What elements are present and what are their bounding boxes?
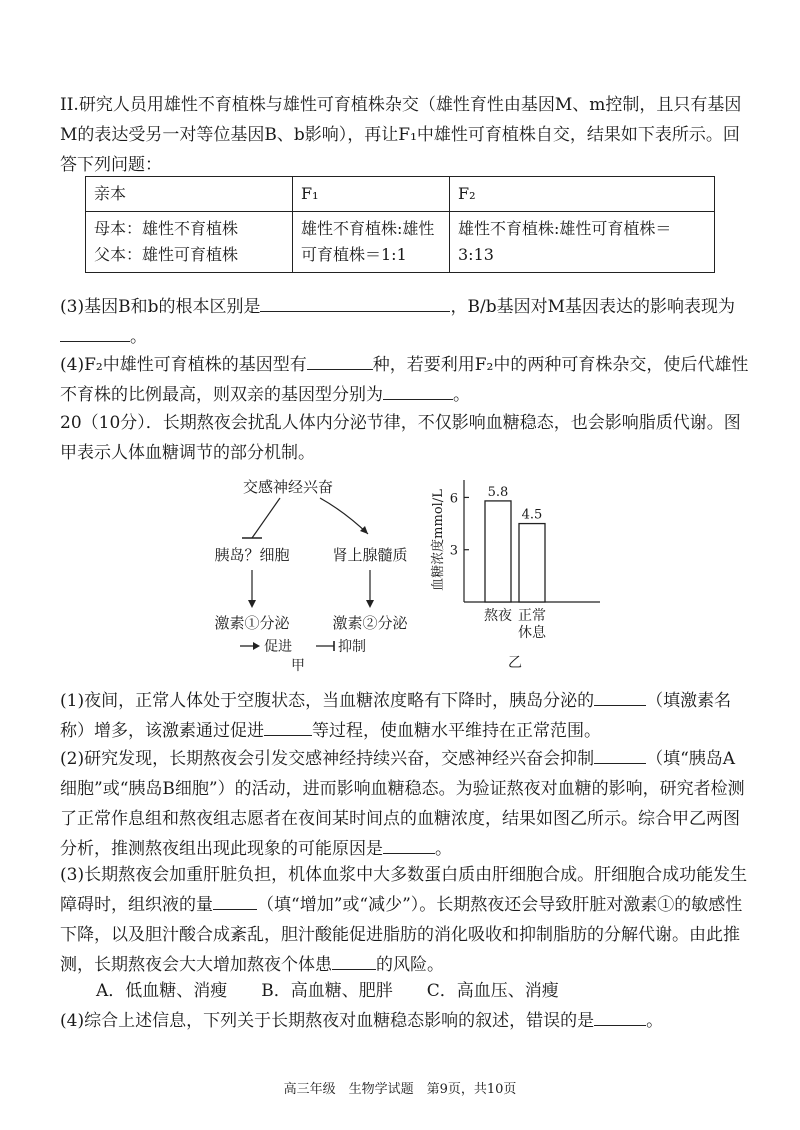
chart-y-tick-label-6: 6: [449, 491, 458, 507]
table-cell-parents: [86, 212, 293, 273]
section-II-intro: II.研究人员用雄性不育植株与雄性可育植株杂交（雄性育性由基因M、m控制，且只有基因M的表达受另一对等位基因B、b影响），再让F₁中雄性可育植株自交，结果如下表所示。回答下列问题：: [60, 95, 742, 175]
q20-1-text-b: （填激素名称）增多，该激素通过促进: [60, 691, 732, 741]
q20-3-blank-1[interactable]: [213, 891, 257, 910]
question-3: [60, 292, 750, 352]
chart-y-label: 血糖浓度mmol/L: [431, 489, 446, 591]
option-c[interactable]: C．高血压、消瘦: [426, 981, 559, 1001]
table-cell-f1: 雄性不育植株:雄性可育植株＝1:1: [293, 212, 450, 273]
option-b[interactable]: B．高血糖、肥胖: [261, 981, 393, 1001]
q20-2-text-c: 。: [435, 839, 452, 859]
q3-blank-1[interactable]: [260, 293, 450, 312]
q3-blank-2[interactable]: [60, 323, 130, 342]
option-a[interactable]: A．低血糖、消瘦: [96, 981, 228, 1001]
chart-x-tick-label-2: 正常: [518, 608, 546, 624]
question-20-2: [60, 744, 750, 864]
q3-text-a: (3)基因B和b的根本区别是: [60, 297, 261, 317]
q20-2-text-b: （填“胰岛A细胞”或“胰岛B细胞”）的活动，进而影响血糖稳态。为验证熬夜对血糖的影响，研究者检测了正常作息组和熬夜组志愿者在夜间某时间点的血糖浓度，结果如图乙所示。综合甲乙两图分析，推测熬夜组出现此现象的可能原因是: [60, 749, 745, 859]
page-footer: 高三年级 生物学试题 第9页，共10页: [283, 1082, 517, 1097]
q4-blank-1[interactable]: [307, 351, 373, 370]
diagram-left-node: 胰岛？细胞: [214, 546, 290, 564]
q20-3-blank-2[interactable]: [332, 951, 376, 970]
promote-arrow-curve: [320, 498, 368, 534]
question-20-3: [60, 860, 750, 980]
table-header-parent: 亲本: [86, 177, 293, 212]
legend-promote-label: 促进: [264, 639, 292, 655]
chart-yi: [430, 480, 600, 671]
chart-y-tick-label-3: 3: [449, 543, 458, 559]
q4-text-c: 。: [453, 385, 470, 405]
q20-4-text-a: (4)综合上述信息，下列关于长期熬夜对血糖稳态影响的叙述，错误的是: [60, 1011, 595, 1031]
left-down-arrow-head: [248, 600, 256, 608]
q20-2-blank-2[interactable]: [383, 835, 435, 854]
table-header-f1: F₁: [293, 177, 450, 212]
chart-x-tick-label-2: 休息: [518, 625, 546, 641]
question-20-intro: 20（10分）．长期熬夜会扰乱人体内分泌节律，不仅影响血糖稳态，也会影响脂质代谢。图甲表示人体血糖调节的部分机制。: [60, 413, 741, 463]
q20-2-blank-1[interactable]: [594, 745, 646, 764]
inhibit-line: [252, 498, 280, 538]
question-20-1: [60, 686, 750, 746]
q20-1-blank-1[interactable]: [594, 687, 646, 706]
q20-3-text-c: 的风险。: [376, 955, 444, 975]
legend-promote-arrow-head: [253, 642, 260, 650]
parent-father: 父本：雄性可育植株: [94, 245, 239, 264]
question-4: [60, 350, 750, 410]
q20-2-text-a: (2)研究发现，长期熬夜会引发交感神经持续兴奋，交感神经兴奋会抑制: [60, 749, 595, 769]
q20-4-text-b: 。: [646, 1011, 664, 1031]
right-down-arrow-head: [366, 600, 374, 608]
q20-1-text-c: 等过程，使血糖水平维持在正常范围。: [312, 721, 601, 741]
parent-mother: 母本：雄性不育植株: [94, 219, 239, 238]
legend-inhibit-label: 抑制: [338, 639, 366, 655]
q4-blank-2[interactable]: [383, 381, 453, 400]
q20-1-blank-2[interactable]: [264, 717, 312, 736]
q3-text-b: ，B/b基因对M基因表达的影响表现为: [450, 297, 735, 317]
diagram-top-node: 交感神经兴奋: [242, 478, 334, 496]
figure-jia-yi: [180, 462, 620, 672]
chart-bar-value-2: 4.5: [521, 507, 543, 523]
q20-4-blank[interactable]: [594, 1007, 646, 1026]
q20-3-text-b: （填“增加”或“减少”）。长期熬夜还会导致肝脏对激素①的敏感性下降，以及胆汁酸合成紊乱，胆汁酸能促进脂肪的消化吸收和抑制脂肪的分解代谢。由此推测，长期熬夜会大大增加熬夜个体患: [60, 895, 743, 975]
answer-options: [96, 976, 736, 1006]
diagram-jia: [214, 478, 408, 672]
diagram-right-output: 激素②分泌: [332, 614, 408, 632]
caption-yi: 乙: [508, 655, 522, 671]
q3-text-c: 。: [130, 327, 147, 347]
q20-3-text-a: (3)长期熬夜会加重肝脏负担，机体血浆中大多数蛋白质由肝细胞合成。肝细胞合成功能发生障碍时，组织液的量: [60, 865, 748, 915]
caption-jia: 甲: [291, 658, 305, 672]
q20-1-text-a: (1)夜间，正常人体处于空腹状态，当血糖浓度略有下降时，胰岛分泌的: [60, 691, 595, 711]
chart-x-tick-label-1: 熬夜: [484, 608, 512, 624]
question-20-4: [60, 1006, 750, 1036]
chart-bar-value-1: 5.8: [487, 484, 509, 500]
chart-bar-1: [485, 501, 511, 602]
q4-text-a: (4)F₂中雄性可育植株的基因型有: [60, 355, 307, 375]
diagram-left-output: 激素①分泌: [214, 614, 290, 632]
q4-text-b: 种，若要利用F₂中的两种可育株杂交，使后代雄性不育株的比例最高，则双亲的基因型分别为: [60, 355, 749, 405]
table-header-f2: F₂: [450, 177, 715, 212]
cross-results-table: [85, 176, 715, 273]
table-cell-f2: 雄性不育植株:雄性可育植株＝3:13: [450, 212, 715, 273]
chart-bar-2: [519, 524, 545, 602]
diagram-right-node: 肾上腺髓质: [332, 546, 408, 564]
